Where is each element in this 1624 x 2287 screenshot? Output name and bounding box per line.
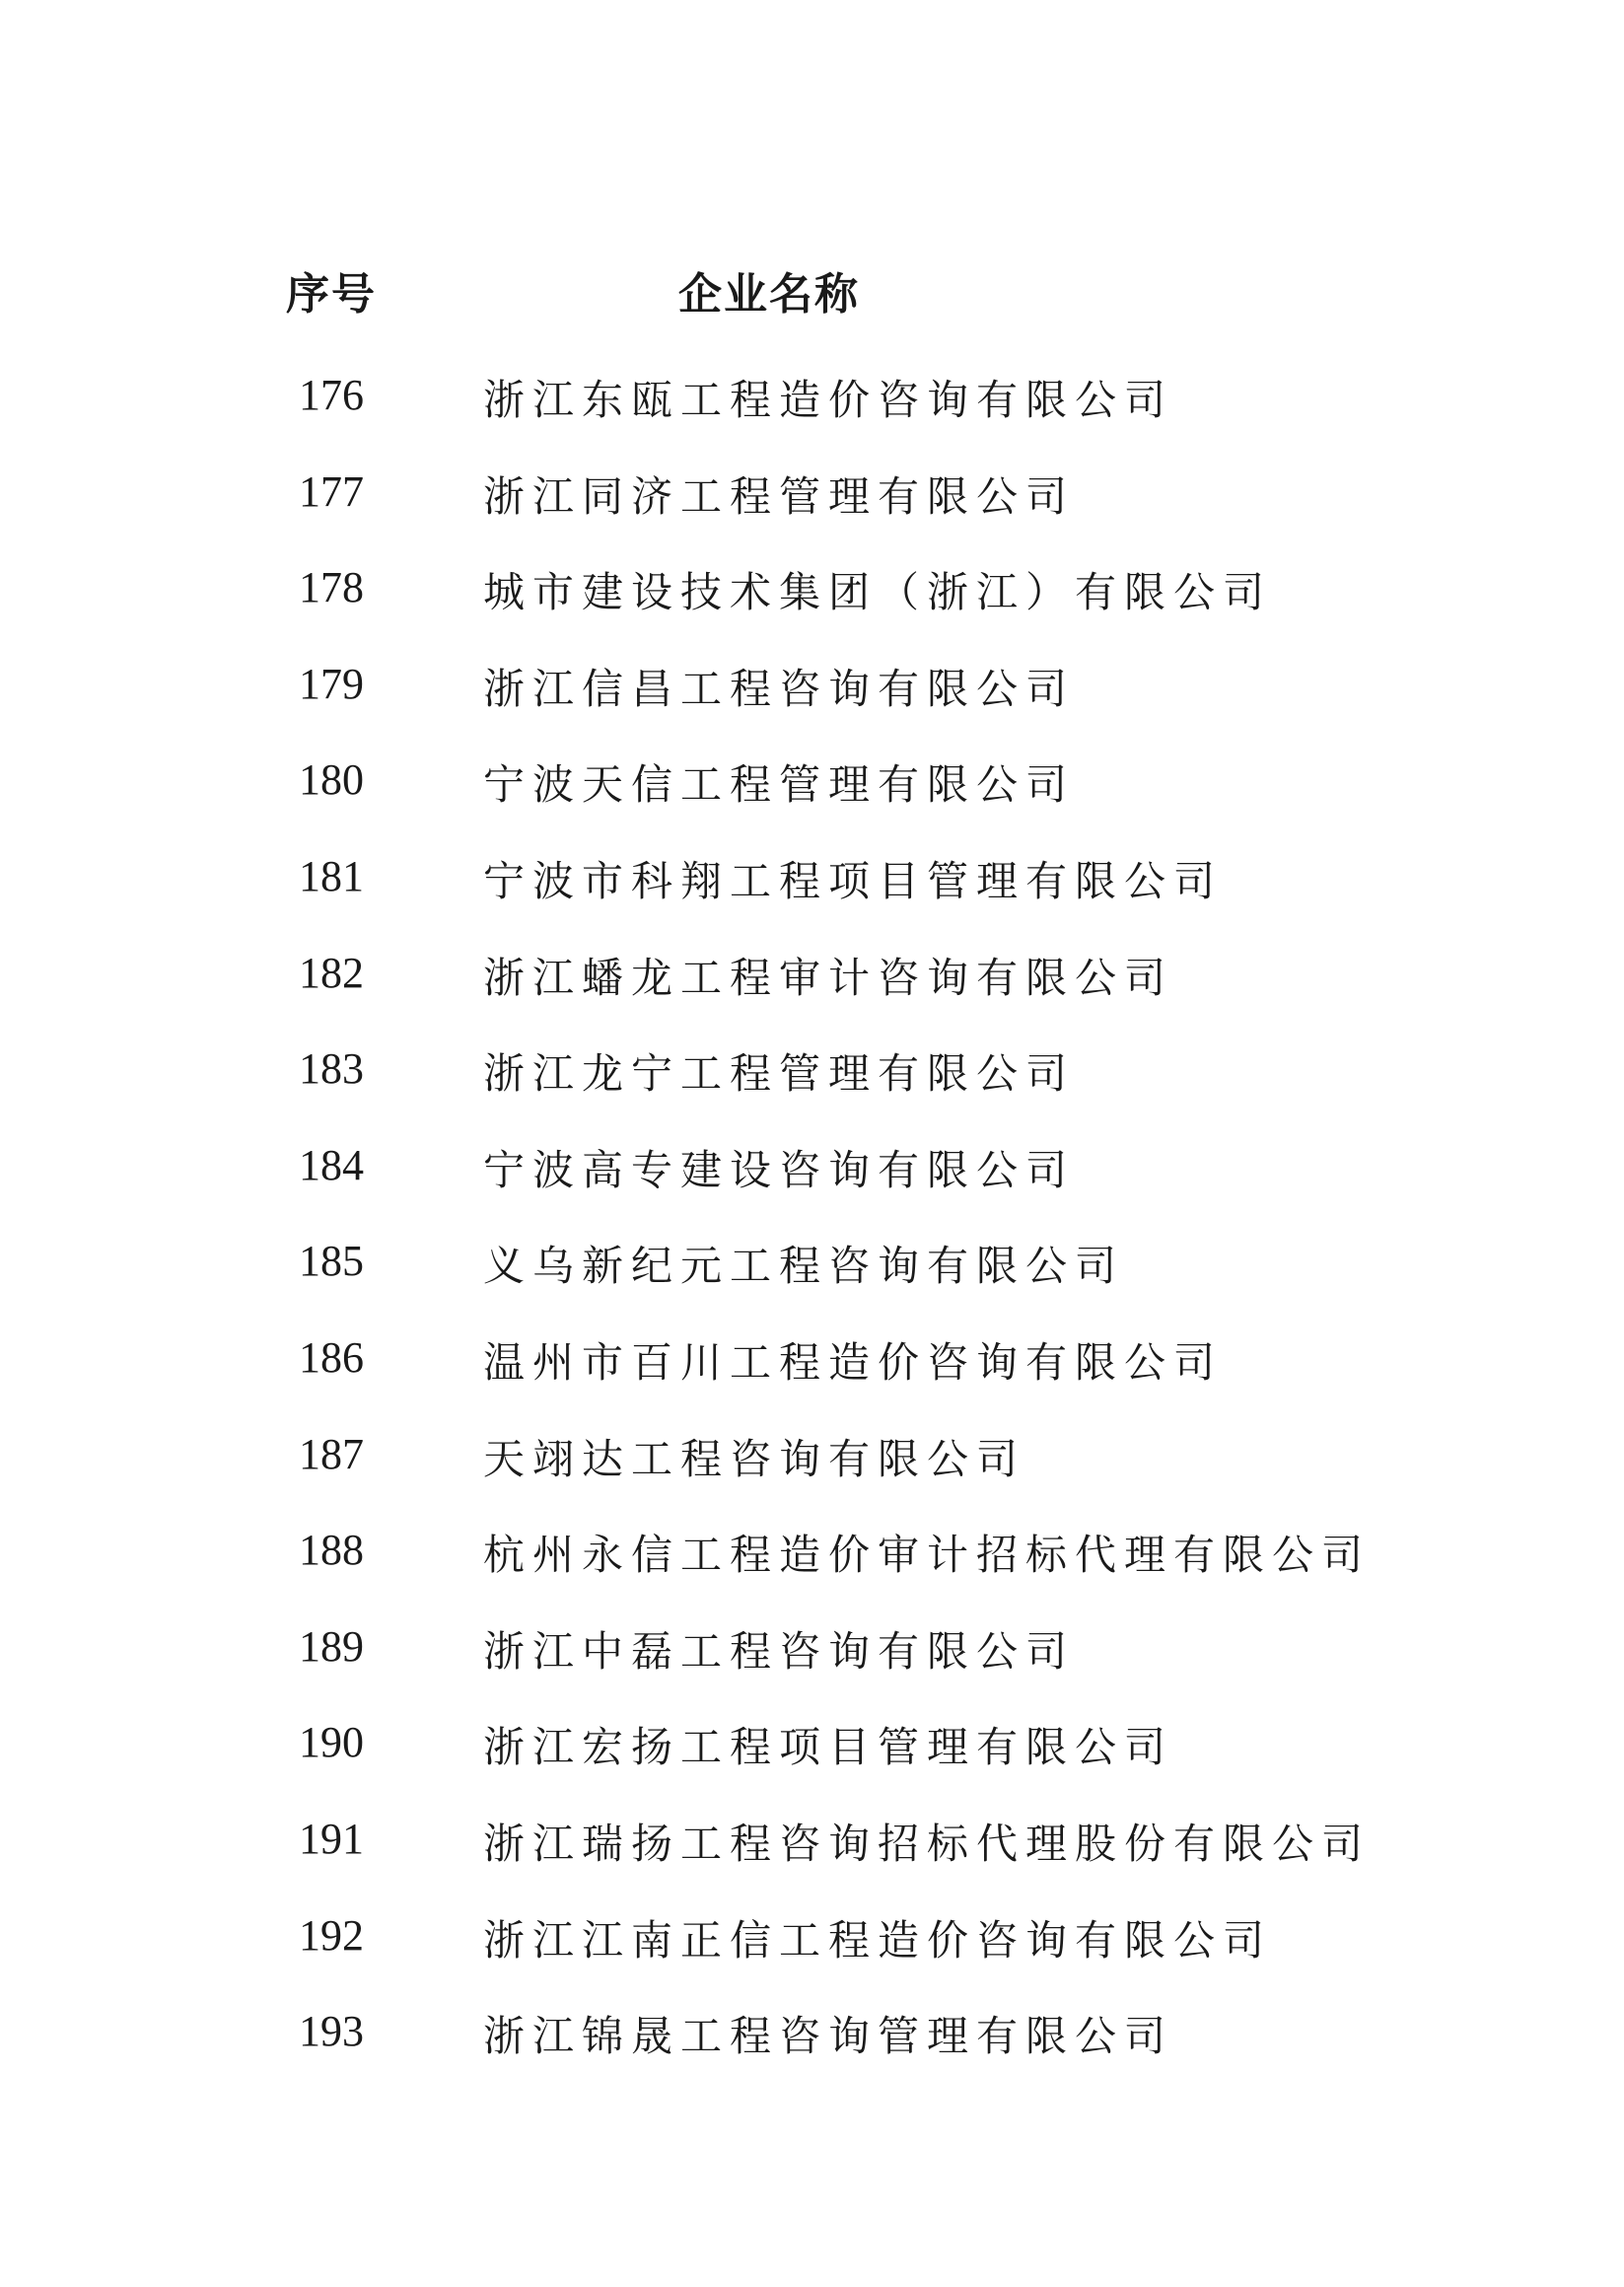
header-name-label: 企业名称 xyxy=(678,269,860,320)
table-row xyxy=(0,649,1624,746)
table-row xyxy=(0,1130,1624,1227)
company-name: 浙江中磊工程咨询有限公司 xyxy=(483,1626,1076,1676)
row-number: 190 xyxy=(299,1718,364,1767)
company-name: 浙江同济工程管理有限公司 xyxy=(483,471,1076,521)
table-row xyxy=(0,1226,1624,1322)
table-row xyxy=(0,841,1624,938)
company-name: 浙江东瓯工程造价咨询有限公司 xyxy=(483,376,1174,424)
table-row xyxy=(0,745,1624,841)
table-row xyxy=(0,1900,1624,1997)
row-number: 182 xyxy=(299,948,364,997)
company-list xyxy=(0,360,1624,2093)
company-name: 天翊达工程咨询有限公司 xyxy=(483,1434,1026,1483)
row-number: 191 xyxy=(299,1814,364,1863)
row-number: 192 xyxy=(299,1910,364,1960)
company-name: 浙江宏扬工程项目管理有限公司 xyxy=(483,1723,1174,1772)
table-row xyxy=(0,1322,1624,1419)
table-row xyxy=(0,1515,1624,1611)
row-number: 187 xyxy=(299,1429,364,1478)
row-number: 181 xyxy=(299,851,364,900)
row-number: 183 xyxy=(299,1044,364,1094)
company-name: 杭州永信工程造价审计招标代理有限公司 xyxy=(483,1531,1372,1580)
company-name: 城市建设技术集团（浙江）有限公司 xyxy=(483,568,1273,617)
company-name: 义乌新纪元工程咨询有限公司 xyxy=(483,1242,1125,1291)
table-row xyxy=(0,938,1624,1035)
row-number: 189 xyxy=(299,1621,364,1671)
company-name: 浙江蟠龙工程审计咨询有限公司 xyxy=(483,953,1174,1002)
table-row xyxy=(0,552,1624,649)
table-row xyxy=(0,1419,1624,1516)
header-number-label: 序号 xyxy=(286,269,377,320)
row-number: 179 xyxy=(299,659,364,708)
company-name: 浙江瑞扬工程咨询招标代理股份有限公司 xyxy=(483,1819,1372,1868)
company-name: 浙江锦晟工程咨询管理有限公司 xyxy=(483,2012,1174,2061)
row-number: 188 xyxy=(299,1526,364,1575)
row-number: 184 xyxy=(299,1140,364,1189)
row-number: 176 xyxy=(299,371,364,419)
row-number: 178 xyxy=(299,563,364,612)
company-name: 宁波天信工程管理有限公司 xyxy=(483,760,1076,810)
company-name: 宁波高专建设咨询有限公司 xyxy=(483,1145,1076,1194)
company-name: 浙江江南正信工程造价咨询有限公司 xyxy=(483,1915,1273,1965)
company-name: 温州市百川工程造价咨询有限公司 xyxy=(483,1337,1224,1387)
row-number: 185 xyxy=(299,1237,364,1286)
row-number: 193 xyxy=(299,2007,364,2056)
table-row xyxy=(0,1034,1624,1130)
company-name: 宁波市科翔工程项目管理有限公司 xyxy=(483,856,1224,905)
row-number: 177 xyxy=(299,466,364,516)
table-row xyxy=(0,1804,1624,1900)
table-row xyxy=(0,1996,1624,2093)
company-name: 浙江龙宁工程管理有限公司 xyxy=(483,1049,1076,1099)
table-header xyxy=(0,258,1624,327)
row-number: 186 xyxy=(299,1332,364,1382)
row-number: 180 xyxy=(299,755,364,805)
table-row xyxy=(0,1611,1624,1708)
table-row xyxy=(0,360,1624,457)
table-row xyxy=(0,1707,1624,1804)
table-row xyxy=(0,457,1624,553)
company-name: 浙江信昌工程咨询有限公司 xyxy=(483,664,1076,713)
